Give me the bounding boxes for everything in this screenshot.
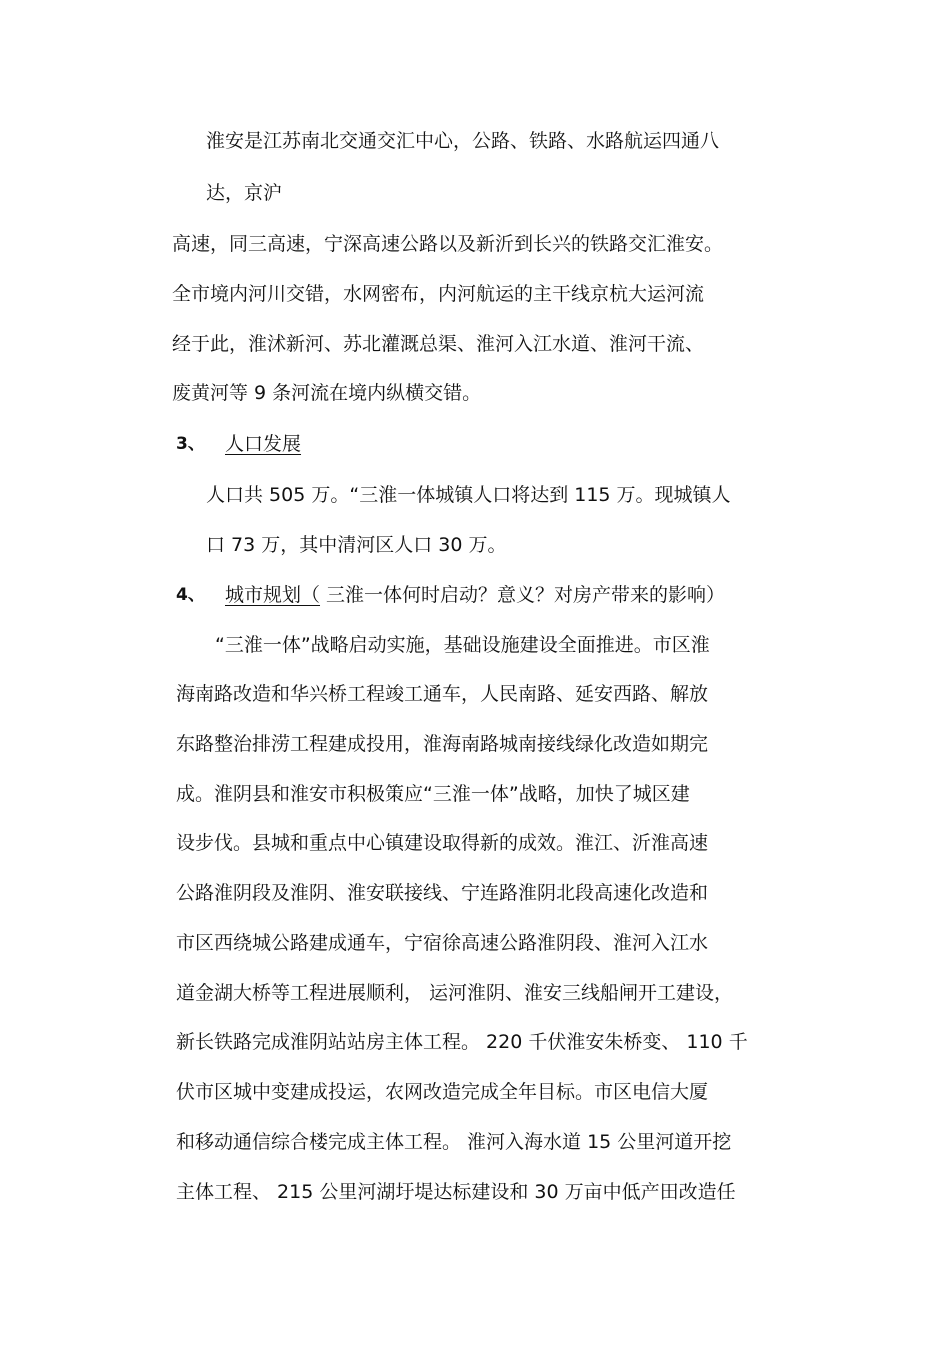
paragraph-line: 设步伐。县城和重点中心镇建设取得新的成效。淮江、沂淮高速 [176, 832, 709, 854]
section-title: 人口发展 [225, 433, 302, 455]
paragraph-line: 东路整治排涝工程建成投用，淮海南路城南接线绿化改造如期完 [176, 733, 709, 755]
paragraph-line: 成。淮阴县和淮安市积极策应“三淮一体”战略，加快了城区建 [176, 783, 690, 805]
section-number: 3、 [176, 434, 205, 454]
paragraph-line: “三淮一体”战略启动实施，基础设施建设全面推进。市区淮 [215, 634, 710, 656]
paragraph-line: 道金湖大桥等工程进展顺利， 运河淮阴、淮安三线船闸开工建设， [176, 982, 734, 1004]
paragraph-line: 人口共 505 万。“三淮一体城镇人口将达到 115 万。现城镇人 [206, 484, 731, 506]
paragraph-line: 口 73 万，其中清河区人口 30 万。 [206, 534, 507, 556]
section-title-rest: 三淮一体何时启动？意义？对房产带来的影响） [320, 584, 726, 606]
section-number: 4、 [176, 585, 205, 605]
paragraph-line: 达，京沪 [206, 182, 283, 204]
paragraph-line: 高速，同三高速，宁深高速公路以及新沂到长兴的铁路交汇淮安。 [172, 233, 724, 255]
paragraph-line: 新长铁路完成淮阴站站房主体工程。 220 千伏淮安朱桥变、 110 千 [176, 1031, 748, 1053]
paragraph-line: 经于此，淮沭新河、苏北灌溉总渠、淮河入江水道、淮河干流、 [172, 333, 705, 355]
paragraph-line: 海南路改造和华兴桥工程竣工通车，人民南路、延安西路、解放 [176, 683, 709, 705]
paragraph-line: 淮安是江苏南北交通交汇中心，公路、铁路、水路航运四通八 [206, 130, 720, 152]
paragraph-line: 和移动通信综合楼完成主体工程。 淮河入海水道 15 公里河道开挖 [176, 1131, 732, 1153]
paragraph-line: 伏市区城中变建成投运，农网改造完成全年目标。市区电信大厦 [176, 1081, 709, 1103]
paragraph-line: 废黄河等 9 条河流在境内纵横交错。 [172, 382, 482, 404]
section-title [225, 582, 725, 608]
section-title-underlined: 城市规划（ [225, 584, 321, 606]
paragraph-line: 市区西绕城公路建成通车，宁宿徐高速公路淮阴段、淮河入江水 [176, 932, 709, 954]
paragraph-line: 主体工程、 215 公里河湖圩堤达标建设和 30 万亩中低产田改造任 [176, 1181, 736, 1203]
paragraph-line: 全市境内河川交错，水网密布，内河航运的主干线京杭大运河流 [172, 283, 705, 305]
paragraph-line: 公路淮阴段及淮阴、淮安联接线、宁连路淮阴北段高速化改造和 [176, 882, 709, 904]
